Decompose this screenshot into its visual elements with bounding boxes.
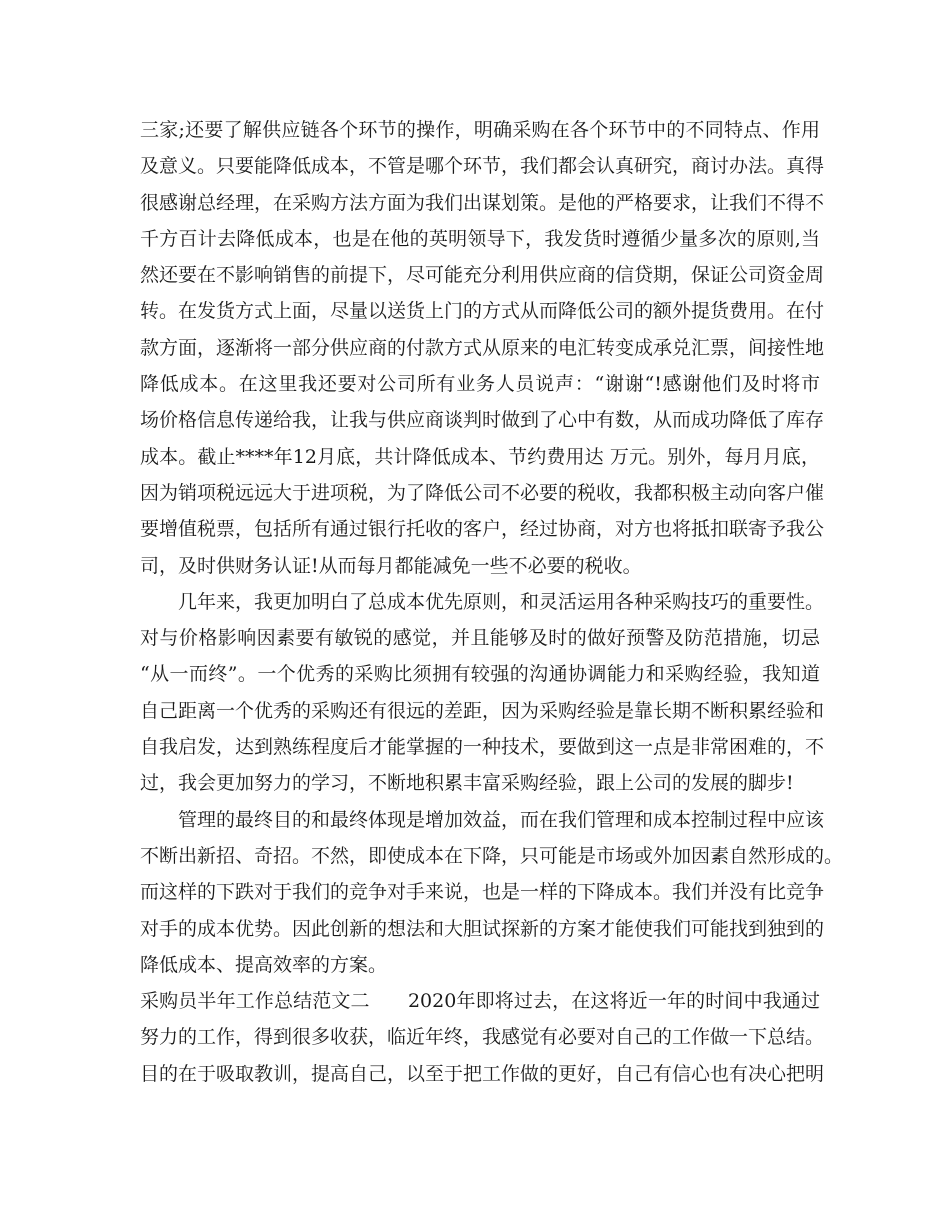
text-line: 几年来，我更加明白了总成本优先原则，和灵活运用各种采购技巧的重要性。 bbox=[178, 590, 825, 613]
text-line: 要增值税票，包括所有通过银行托收的客户，经过协商，对方也将抵扣联寄予我公 bbox=[140, 518, 825, 541]
text-line: 司，及时供财务认证!从而每月都能减免一些不必要的税收。 bbox=[140, 554, 642, 577]
text-line: 三家;还要了解供应链各个环节的操作，明确采购在各个环节中的不同特点、作用 bbox=[140, 119, 820, 141]
text-line: 对手的成本优势。因此创新的想法和大胆试探新的方案才能使我们可能找到独到的 bbox=[140, 917, 825, 940]
text-line: 很感谢总经理，在采购方法方面为我们出谋划策。是他的严格要求，让我们不得不 bbox=[140, 191, 825, 214]
text-line: 而这样的下跌对于我们的竞争对手来说，也是一样的下降成本。我们并没有比竞争 bbox=[140, 881, 825, 904]
text-line: “从一而终”。一个优秀的采购比须拥有较强的沟通协调能力和采购经验，我知道 bbox=[140, 663, 820, 686]
text-line: 目的在于吸取教训，提高自己，以至于把工作做的更好，自己有信心也有决心把明 bbox=[140, 1062, 825, 1085]
text-line: 自我启发，达到熟练程度后才能掌握的一种技术，要做到这一点是非常困难的，不 bbox=[140, 736, 825, 759]
text-line: 管理的最终目的和最终体现是增加效益，而在我们管理和成本控制过程中应该 bbox=[178, 808, 825, 831]
text-line: 及意义。只要能降低成本，不管是哪个环节，我们都会认真研究，商讨办法。真得 bbox=[140, 155, 825, 178]
text-line: 自己距离一个优秀的采购还有很远的差距，因为采购经验是靠长期不断积累经验和 bbox=[140, 699, 825, 722]
text-line: 降低成本。在这里我还要对公司所有业务人员说声：“谢谢“!感谢他们及时将市 bbox=[140, 373, 820, 396]
text-line: 然还要在不影响销售的前提下，尽可能充分利用供应商的信贷期，保证公司资金周 bbox=[140, 264, 825, 287]
text-line: 转。在发货方式上面，尽量以送货上门的方式从而降低公司的额外提货费用。在付 bbox=[140, 300, 825, 323]
text-line: 对与价格影响因素要有敏锐的感觉，并且能够及时的做好预警及防范措施，切忌 bbox=[140, 627, 820, 650]
text-line: 千方百计去降低成本，也是在他的英明领导下，我发货时遵循少量多次的原则,当 bbox=[140, 227, 820, 250]
text-line: 降低成本、提高效率的方案。 bbox=[140, 953, 388, 976]
text-line: 不断出新招、奇招。不然，即使成本在下降，只可能是市场或外加因素自然形成的。 bbox=[140, 844, 844, 867]
text-line: 因为销项税远远大于进项税，为了降低公司不必要的税收，我都积极主动向客户催 bbox=[140, 481, 825, 504]
text-line: 款方面，逐渐将一部分供应商的付款方式从原来的电汇转变成承兑汇票，间接性地 bbox=[140, 336, 825, 359]
text-line: 成本。截止****年12月底，共计降低成本、节约费用达 万元。别外，每月月底， bbox=[140, 445, 820, 468]
text-line: 场价格信息传递给我，让我与供应商谈判时做到了心中有数，从而成功降低了库存 bbox=[140, 409, 825, 432]
text-line: 过，我会更加努力的学习，不断地积累丰富采购经验，跟上公司的发展的脚步! bbox=[140, 772, 794, 795]
text-line: 努力的工作，得到很多收获，临近年终，我感觉有必要对自己的工作做一下总结。 bbox=[140, 1026, 825, 1049]
text-line: 采购员半年工作总结范文二 2020年即将过去，在这将近一年的时间中我通过 bbox=[140, 990, 820, 1013]
document-body bbox=[140, 112, 844, 1092]
